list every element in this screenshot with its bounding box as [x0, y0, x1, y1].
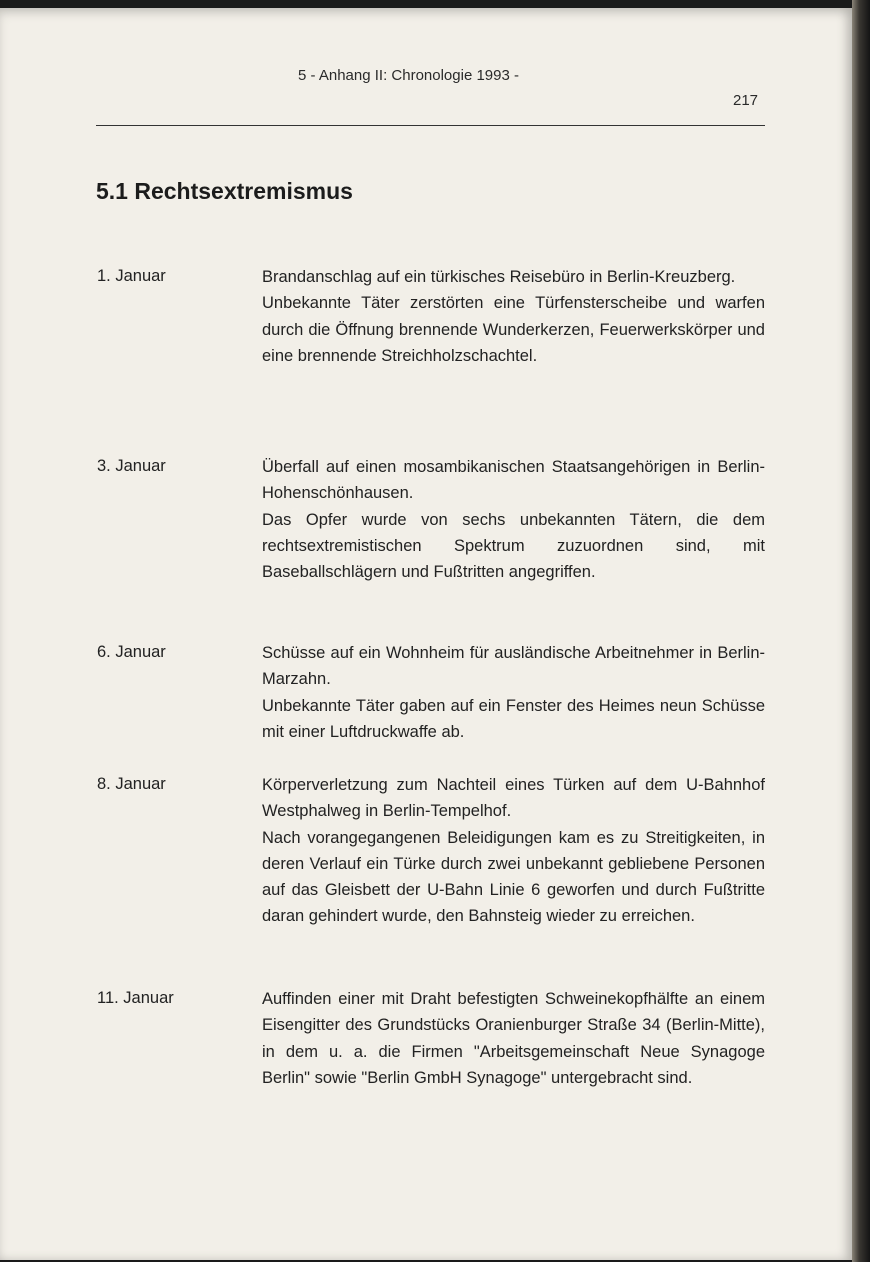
entry-text [262, 640, 765, 745]
entry-headline: Körperverletzung zum Nachteil eines Türken auf dem U-Bahnhof Westphalweg in Berlin-Tempelhof. [262, 776, 765, 821]
book-page [0, 8, 852, 1260]
entry-date: 3. Januar [97, 457, 166, 475]
header-rule [96, 125, 765, 126]
page-edge-shadow [852, 0, 870, 1262]
running-head: 5 - Anhang II: Chronologie 1993 - [298, 67, 519, 84]
entry-date: 11. Januar [97, 989, 174, 1007]
entry-date: 8. Januar [97, 775, 166, 793]
entry-headline: Überfall auf einen mosambikanischen Staatsangehörigen in Berlin-Hohenschönhausen. [262, 458, 765, 503]
entry-text [262, 986, 765, 1091]
entry-text [262, 772, 765, 930]
page-number: 217 [733, 92, 759, 109]
entry-headline: Auffinden einer mit Draht befestigten Schweinekopfhälfte an einem Eisengitter des Grundstücks Oranienburger Straße 34 (Berlin-Mitte), in dem u. a. die Firmen "Arbeitsgemeinschaft Neue Synagoge Berlin" sowie "Berlin GmbH Synagoge" untergebracht sind. [262, 990, 765, 1087]
entry-body: Unbekannte Täter zerstörten eine Türfensterscheibe und warfen durch die Öffnung brennende Wunderkerzen, Feuerwerkskörper und eine brennende Streichholzschachtel. [262, 294, 765, 365]
entry-date: 1. Januar [97, 267, 166, 285]
entry-text [262, 264, 765, 369]
section-title: 5.1 Rechtsextremismus [96, 178, 353, 204]
entry-body: Nach vorangegangenen Beleidigungen kam es zu Streitigkeiten, in deren Verlauf ein Türke durch zwei unbekannt gebliebene Personen auf das Gleisbett der U-Bahn Linie 6 geworfen und durch Fußtritte daran gehindert wurde, den Bahnsteig wieder zu erreichen. [262, 828, 765, 926]
entry-body: Unbekannte Täter gaben auf ein Fenster des Heimes neun Schüsse mit einer Luftdruckwaffe ab. [262, 696, 765, 741]
entry-headline: Schüsse auf ein Wohnheim für ausländische Arbeitnehmer in Berlin-Marzahn. [262, 644, 765, 689]
entry-date: 6. Januar [97, 643, 166, 661]
entry-text [262, 454, 765, 585]
entry-headline: Brandanschlag auf ein türkisches Reisebüro in Berlin-Kreuzberg. [262, 268, 736, 286]
entry-body: Das Opfer wurde von sechs unbekannten Tätern, die dem rechtsextremistischen Spektrum zuzuordnen sind, mit Baseballschlägern und Fußtritten angegriffen. [262, 510, 765, 582]
